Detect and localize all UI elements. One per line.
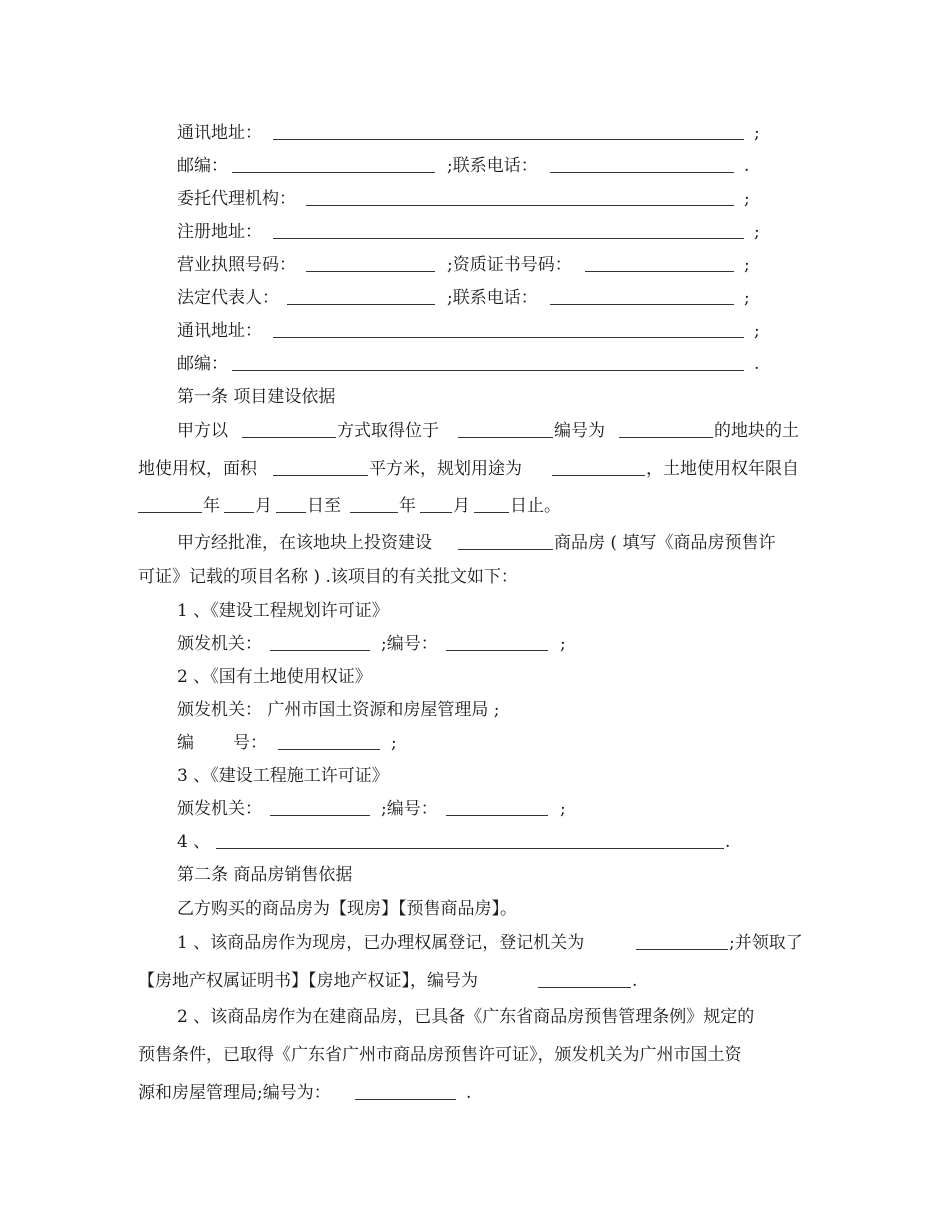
line-text: ;并领取了 (729, 933, 803, 953)
fill-in-blank (355, 1099, 456, 1100)
line-text: 号： (233, 733, 267, 753)
fill-in-blank (538, 987, 631, 988)
fill-in-blank (350, 512, 398, 513)
line-text: ; (744, 255, 750, 275)
document-line (0, 928, 950, 958)
line-text: 颁发机关： 广州市国土资源和房屋管理局 ; (177, 700, 500, 720)
document-line (0, 250, 950, 280)
line-text: 1 、《建设工程规划许可证》 (177, 601, 389, 621)
line-text: 委托代理机构： (177, 189, 296, 209)
fill-in-blank (276, 512, 306, 513)
fill-in-blank (273, 475, 368, 476)
document-line (0, 491, 950, 521)
line-text: ;联系电话： (447, 156, 538, 176)
fill-in-blank (232, 172, 435, 173)
line-text: . (466, 1083, 472, 1103)
line-text: . (632, 971, 638, 991)
document-line (0, 827, 950, 857)
fill-in-blank (242, 437, 336, 438)
document-line (0, 1078, 950, 1108)
line-text: 乙方购买的商品房为【现房】【预售商品房】。 (177, 899, 517, 919)
fill-in-blank (224, 512, 254, 513)
line-text: 甲方经批准，在该地块上投资建设 (177, 533, 432, 553)
fill-in-blank (474, 512, 509, 513)
line-text: ;资质证书号码： (447, 255, 572, 275)
fill-in-blank (273, 139, 744, 140)
line-text: 源和房屋管理局;编号为： (138, 1083, 331, 1103)
fill-in-blank (550, 172, 734, 173)
document-line (0, 966, 950, 996)
line-text: . (744, 156, 750, 176)
document-line (0, 184, 950, 214)
line-text: 【房地产权属证明书】【房地产权证】，编号为 (138, 971, 478, 991)
line-text: 方式取得位于 (337, 421, 439, 441)
line-text: 商品房 ( 填写《商品房预售许 (554, 533, 776, 553)
line-text: ; (560, 634, 566, 654)
line-text: 年 (399, 496, 416, 516)
document-line (0, 316, 950, 346)
line-text: 2 、该商品房作为在建商品房，已具备《广东省商品房预售管理条例》规定的 (177, 1007, 755, 1027)
line-text: 的地块的土 (714, 421, 799, 441)
fill-in-blank (585, 271, 734, 272)
fill-in-blank (550, 304, 734, 305)
fill-in-blank (287, 304, 435, 305)
line-text: 日止。 (510, 496, 561, 516)
line-text: 通讯地址： (177, 321, 262, 341)
fill-in-blank (306, 271, 435, 272)
document-line (0, 416, 950, 446)
line-text: 地使用权，面积 (138, 459, 257, 479)
line-text: ; (391, 733, 397, 753)
line-text: 1 、该商品房作为现房，已办理权属登记，登记机关为 (177, 933, 585, 953)
document-line (0, 151, 950, 181)
line-text: 3 、《建设工程施工许可证》 (177, 766, 389, 786)
fill-in-blank (278, 749, 380, 750)
line-text: 通讯地址： (177, 123, 262, 143)
line-text: 编号为 (554, 421, 605, 441)
fill-in-blank (216, 848, 724, 849)
line-text: 4 、 (177, 832, 211, 852)
document-line (0, 217, 950, 247)
fill-in-blank (273, 238, 744, 239)
line-text: 注册地址： (177, 222, 262, 242)
document-line (0, 528, 950, 558)
document-line (0, 761, 950, 791)
document-line (0, 118, 950, 148)
document-line (0, 894, 950, 924)
document-line (0, 860, 950, 890)
fill-in-blank (446, 650, 548, 651)
line-text: 月 (255, 496, 272, 516)
document-line (0, 794, 950, 824)
line-text: . (754, 354, 760, 374)
line-text: 日至 (307, 496, 341, 516)
fill-in-blank (270, 650, 370, 651)
document-line (0, 382, 950, 412)
line-text: 颁发机关： (177, 799, 262, 819)
fill-in-blank (446, 815, 548, 816)
line-text: 营业执照号码： (177, 255, 296, 275)
document-line (0, 629, 950, 659)
fill-in-blank (458, 437, 553, 438)
line-text: ; (754, 222, 760, 242)
line-text: ; (744, 189, 750, 209)
fill-in-blank (636, 949, 728, 950)
fill-in-blank (552, 475, 645, 476)
document-line (0, 1040, 950, 1070)
line-text: ;编号： (381, 799, 438, 819)
line-text: . (725, 832, 731, 852)
line-text: 第一条 项目建设依据 (177, 387, 336, 407)
fill-in-blank (273, 337, 744, 338)
line-text: 甲方以 (177, 421, 228, 441)
document-line (0, 283, 950, 313)
fill-in-blank (306, 205, 734, 206)
fill-in-blank (138, 512, 202, 513)
fill-in-blank (420, 512, 452, 513)
document-line (0, 562, 950, 592)
line-text: 邮编： (177, 156, 228, 176)
document-line (0, 1002, 950, 1032)
document-line (0, 596, 950, 626)
line-text: 第二条 商品房销售依据 (177, 865, 353, 885)
line-text: ; (560, 799, 566, 819)
line-text: ，土地使用权年限自 (646, 459, 799, 479)
fill-in-blank (458, 549, 553, 550)
line-text: 编 (177, 733, 194, 753)
line-text: ;联系电话： (447, 288, 538, 308)
line-text: ; (744, 288, 750, 308)
line-text: 邮编： (177, 354, 228, 374)
line-text: 月 (453, 496, 470, 516)
fill-in-blank (619, 437, 713, 438)
line-text: 2 、《国有土地使用权证》 (177, 667, 372, 687)
line-text: ; (754, 321, 760, 341)
fill-in-blank (270, 815, 370, 816)
fill-in-blank (232, 370, 744, 371)
line-text: ;编号： (381, 634, 438, 654)
line-text: 年 (203, 496, 220, 516)
line-text: 颁发机关： (177, 634, 262, 654)
document-line (0, 662, 950, 692)
line-text: 可证》记载的项目名称 ) .该项目的有关批文如下： (138, 567, 518, 587)
line-text: 预售条件，已取得《广东省广州市商品房预售许可证》，颁发机关为广州市国土资 (138, 1045, 742, 1065)
line-text: 平方米，规划用途为 (369, 459, 522, 479)
document-line (0, 695, 950, 725)
document-line (0, 728, 950, 758)
document-line (0, 454, 950, 484)
line-text: ; (754, 123, 760, 143)
document-line (0, 349, 950, 379)
line-text: 法定代表人： (177, 288, 279, 308)
